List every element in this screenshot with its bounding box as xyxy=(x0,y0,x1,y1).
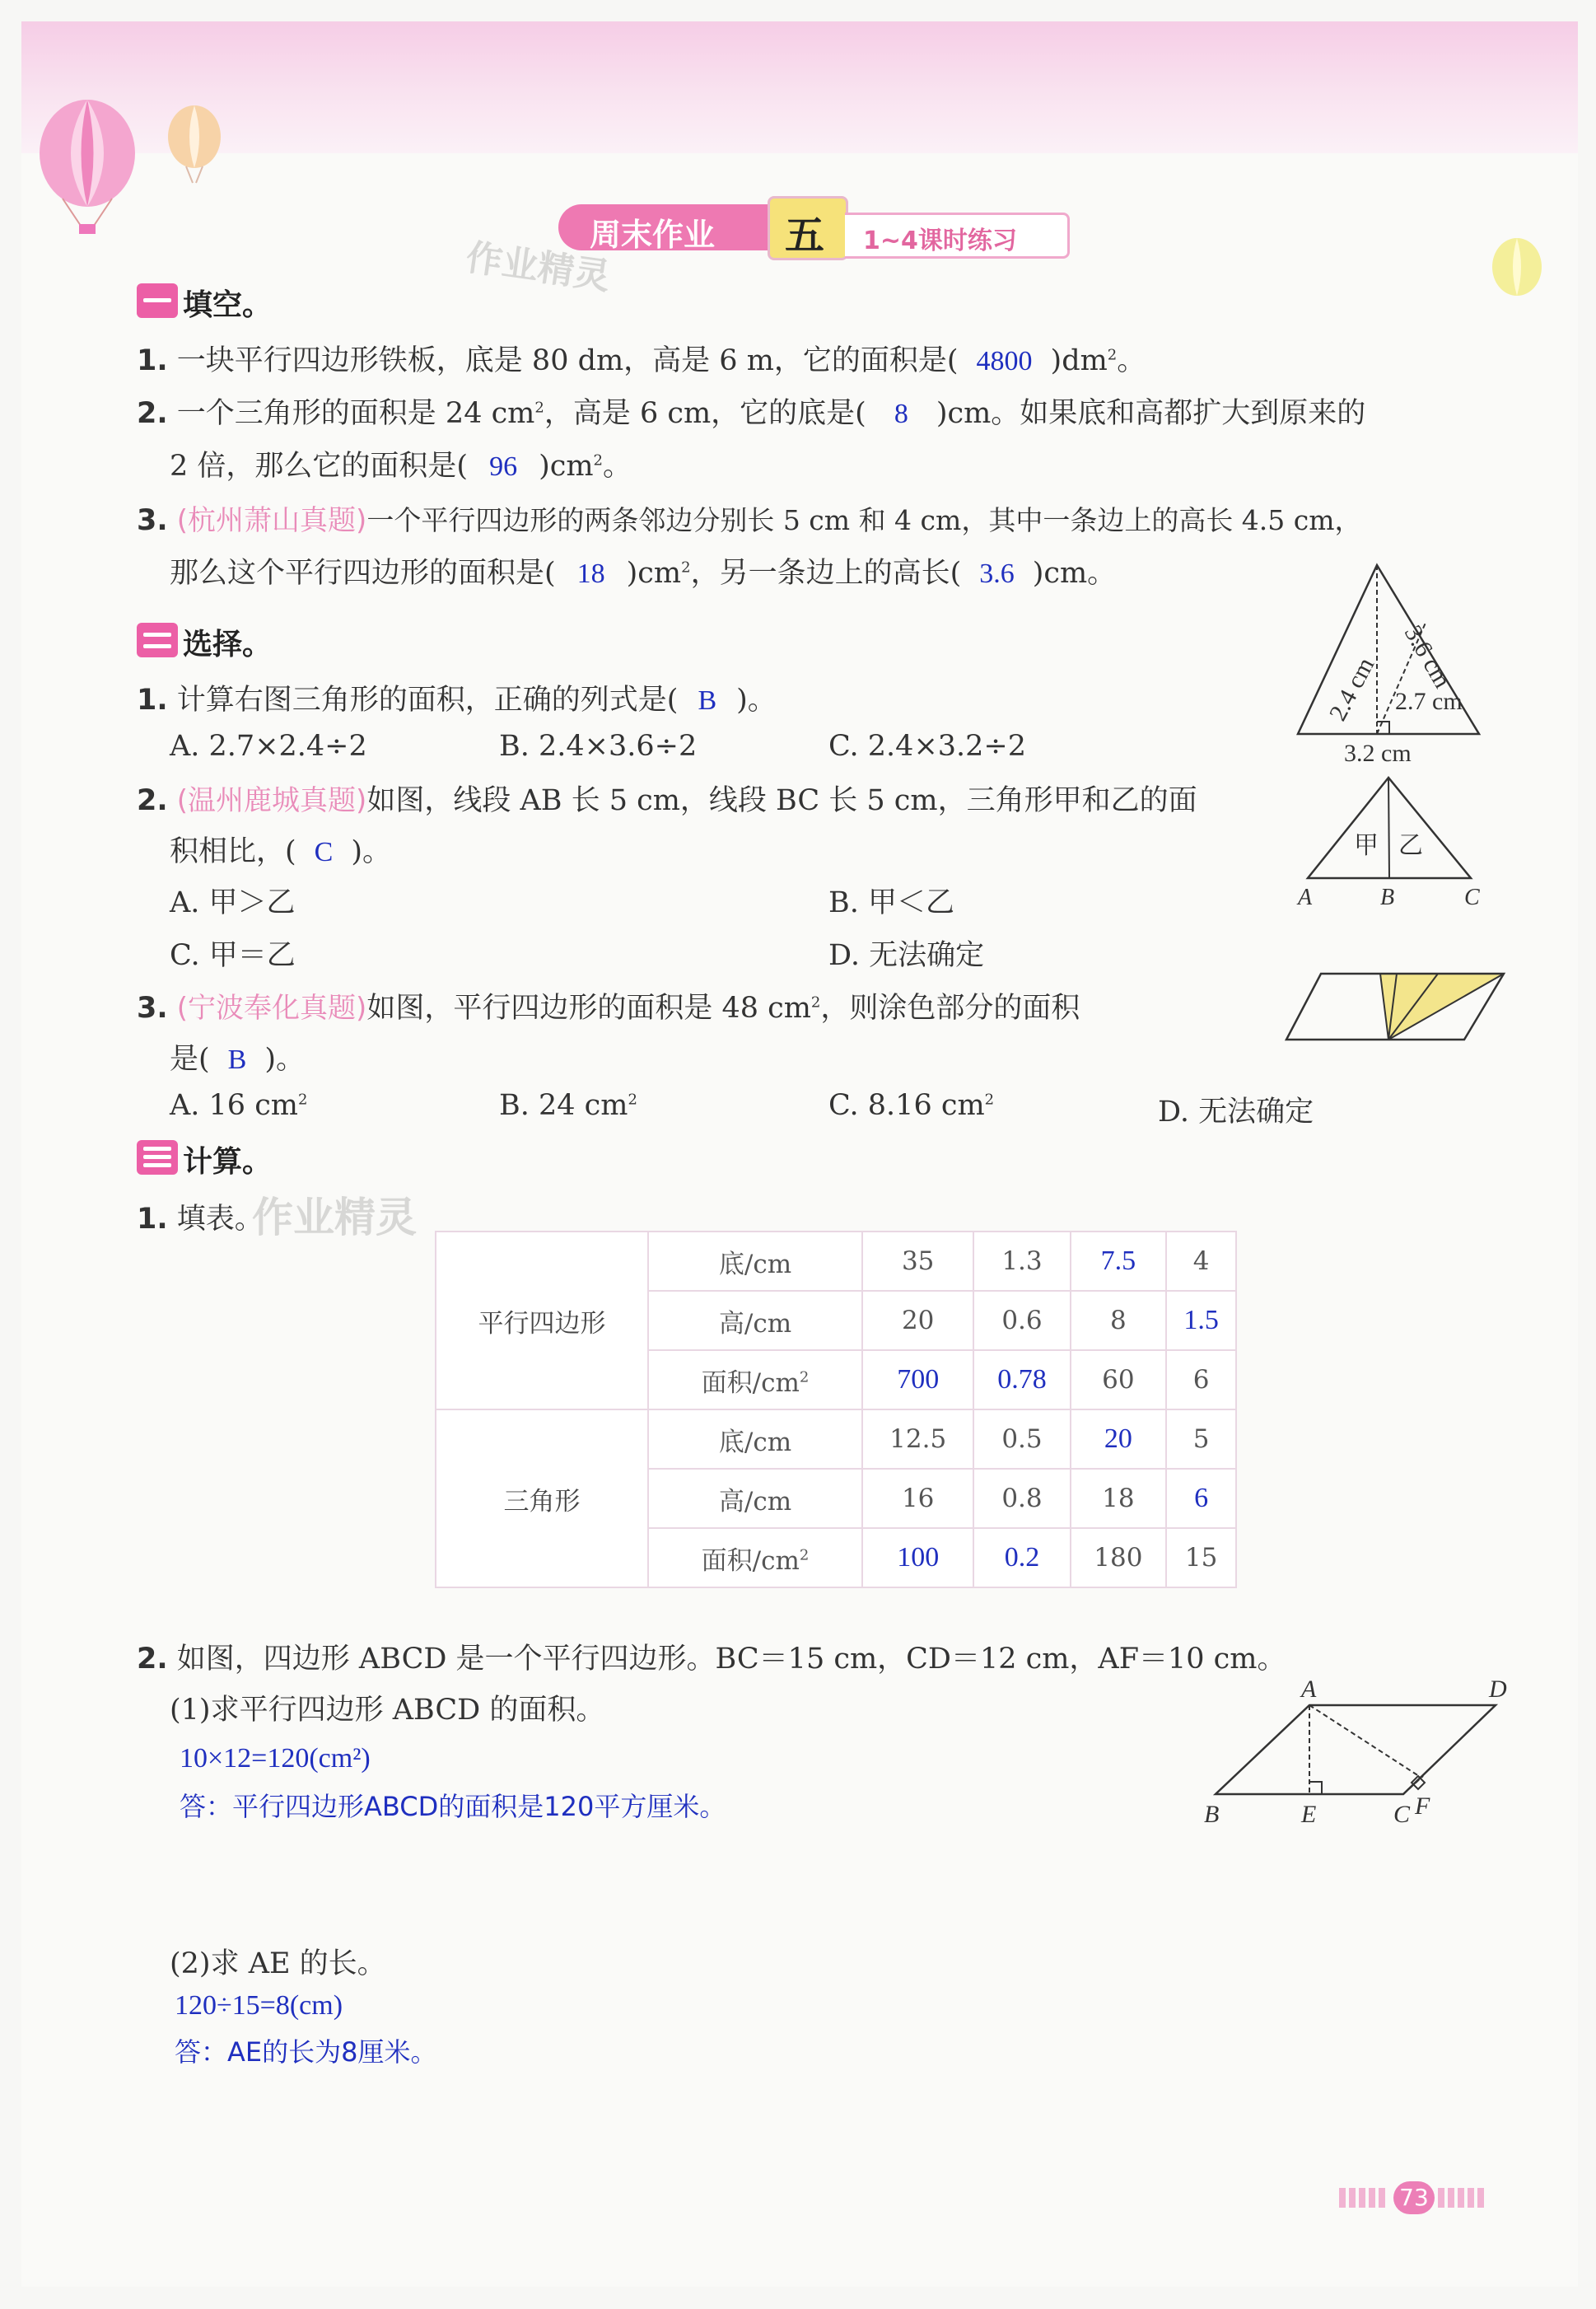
svg-text:F: F xyxy=(1415,1793,1430,1820)
fill-question-2-line1: 2. 一个三角形的面积是 24 $cm^2$，高是 6 cm，它的底是( 8 )cm。如果底和高都扩大到原来的 xyxy=(137,397,1366,430)
label-2-4: 2.4 cm xyxy=(1323,652,1380,726)
label-3-2: 3.2 cm xyxy=(1344,740,1412,767)
section-compute-title: 计算。 xyxy=(183,1145,273,1179)
fill-question-3-line1: 3. (杭州萧山真题)一个平行四边形的两条邻边分别长 5 cm 和 4 cm，其中一条边上的高长 4.5 cm， xyxy=(137,504,1362,537)
svg-text:E: E xyxy=(1301,1801,1317,1828)
choose-1-option-a: A. 2.7×2.4÷2 xyxy=(170,730,367,763)
svg-text:A: A xyxy=(1301,1677,1317,1703)
parallelogram-abcd-figure xyxy=(1199,1677,1528,1842)
page-title: 周末作业 xyxy=(590,217,716,253)
group-triangle: 三角形 xyxy=(436,1409,648,1587)
triangle-figure xyxy=(1290,549,1537,779)
part2-prompt: (2)求 AE 的长。 xyxy=(170,1947,386,1980)
choose-3-option-a: A. 16 $cm^2$ xyxy=(170,1089,308,1122)
choose-2-option-c: C. 甲＝乙 xyxy=(170,939,296,972)
table-answer-cell: 100 xyxy=(862,1528,973,1587)
choose-answer-2: C xyxy=(314,837,334,867)
choose-2-option-a: A. 甲＞乙 xyxy=(170,886,296,919)
table-answer-cell: 6 xyxy=(1166,1469,1236,1528)
choose-question-2-line2: 积相比，( C )。 xyxy=(170,835,391,868)
page-number: 73 xyxy=(1393,2181,1435,2214)
source-tag: (温州鹿城真题) xyxy=(176,784,367,817)
svg-text:B: B xyxy=(1380,885,1395,910)
table-cell: 18 xyxy=(1071,1469,1167,1528)
label-jia: 甲 xyxy=(1354,831,1379,860)
fill-question-2-line2: 2 倍，那么它的面积是( 96 )$cm^2$。 xyxy=(170,450,632,483)
part1-work: 10×12=120(cm²) xyxy=(180,1743,371,1774)
table-answer-cell: 0.78 xyxy=(973,1350,1070,1409)
label-3-6: 3.6 cm xyxy=(1398,620,1457,693)
svg-text:B: B xyxy=(1204,1801,1220,1828)
fill-question-1: 1. 一块平行四边形铁板，底是 80 dm，高是 6 m，它的面积是( 4800 )$dm^2$。 xyxy=(137,344,1146,377)
table-cell: 180 xyxy=(1071,1528,1167,1587)
jia-yi-triangle-figure xyxy=(1290,763,1537,911)
choose-2-option-b: B. 甲＜乙 xyxy=(828,886,954,919)
source-tag: (杭州萧山真题) xyxy=(176,504,367,537)
section-one-badge xyxy=(137,283,178,318)
fill-answer-2a: 8 xyxy=(894,399,908,429)
fill-answer-2b: 96 xyxy=(489,451,518,482)
subtitle: 1~4课时练习 xyxy=(863,227,1017,255)
svg-text:C: C xyxy=(1393,1801,1411,1828)
number-badge xyxy=(768,196,848,260)
fill-answer-3a: 18 xyxy=(576,559,605,589)
table-answer-cell: 7.5 xyxy=(1071,1232,1167,1291)
table-cell: 12.5 xyxy=(862,1409,973,1469)
fill-answer-3b: 3.6 xyxy=(979,559,1015,589)
table-cell: 4 xyxy=(1166,1232,1236,1291)
label-2-7: 2.7 cm xyxy=(1395,688,1463,715)
part1-answer: 答：平行四边形ABCD的面积是120平方厘米。 xyxy=(180,1791,726,1822)
table-cell: 35 xyxy=(862,1232,973,1291)
header-band xyxy=(21,21,1578,153)
section-three-badge xyxy=(137,1140,178,1175)
choose-1-option-c: C. 2.4×3.2÷2 xyxy=(828,730,1027,763)
choose-2-option-d: D. 无法确定 xyxy=(828,939,985,972)
choose-question-3-line1: 3. (宁波奉化真题)如图，平行四边形的面积是 48 $cm^2$，则涂色部分的面积 xyxy=(137,992,1080,1025)
table-answer-cell: 1.5 xyxy=(1166,1291,1236,1350)
part2-answer: 答：AE的长为8厘米。 xyxy=(175,2036,437,2068)
subtitle-box xyxy=(845,213,1070,259)
watermark-top: 作业精灵 xyxy=(463,236,614,298)
table-cell: 0.5 xyxy=(973,1409,1070,1469)
table-cell: 8 xyxy=(1071,1291,1167,1350)
choose-answer-3: B xyxy=(227,1045,247,1075)
fill-question-3-line2: 那么这个平行四边形的面积是( 18 )$cm^2$，另一条边上的高长( 3.6 )cm。 xyxy=(170,557,1117,590)
section-fill-title: 填空。 xyxy=(183,288,273,322)
source-tag: (宁波奉化真题) xyxy=(176,992,367,1025)
compute-question-2: 2. 如图，四边形 ABCD 是一个平行四边形。BC＝15 cm，CD＝12 cm，AF＝10 cm。 xyxy=(137,1643,1286,1676)
choose-answer-1: B xyxy=(698,685,717,716)
choose-1-option-b: B. 2.4×3.6÷2 xyxy=(499,730,698,763)
choose-3-option-d: D. 无法确定 xyxy=(1158,1096,1314,1129)
label-yi: 乙 xyxy=(1398,831,1423,860)
table-cell: 0.8 xyxy=(973,1469,1070,1528)
table-cell: 15 xyxy=(1166,1528,1236,1587)
svg-text:D: D xyxy=(1489,1677,1507,1703)
table-cell: 0.6 xyxy=(973,1291,1070,1350)
svg-text:A: A xyxy=(1298,885,1313,910)
svg-text:C: C xyxy=(1464,885,1480,910)
yellow-balloon-icon xyxy=(1487,236,1553,318)
choose-question-2-line1: 2. (温州鹿城真题)如图，线段 AB 长 5 cm，线段 BC 长 5 cm，三角形甲和乙的面 xyxy=(137,784,1197,817)
watermark-mid: 作业精灵 xyxy=(252,1194,417,1241)
table-answer-cell: 700 xyxy=(862,1350,973,1409)
choose-3-option-c: C. 8.16 $cm^2$ xyxy=(828,1089,995,1122)
fill-answer-1: 4800 xyxy=(976,346,1033,376)
worksheet-page xyxy=(21,21,1578,2287)
table-cell: 60 xyxy=(1071,1350,1167,1409)
table-cell: 5 xyxy=(1166,1409,1236,1469)
fill-table: 平行四边形 底/cm 35 1.3 7.5 4 高/cm 20 0.6 8 1.5 面积$/cm^2$ 700 0.78 60 6 三角形 底/cm 12.5 0.5 20 5 高/cm 16 0.8 18 6 面积$/cm^2$ 100 0.2 180 15 xyxy=(435,1231,1237,1588)
compute-question-1: 1. 填表。 xyxy=(137,1203,264,1236)
part1-prompt: (1)求平行四边形 ABCD 的面积。 xyxy=(170,1694,605,1727)
page-footer xyxy=(1339,2181,1487,2214)
choose-question-3-line2: 是( B )。 xyxy=(170,1043,305,1076)
group-parallelogram: 平行四边形 xyxy=(436,1232,648,1409)
table-answer-cell: 0.2 xyxy=(973,1528,1070,1587)
table-cell: 16 xyxy=(862,1469,973,1528)
section-choose-title: 选择。 xyxy=(183,628,273,661)
set-number: 五 xyxy=(785,213,825,259)
balloon-icon xyxy=(30,96,153,252)
part2-work: 120÷15=8(cm) xyxy=(175,1990,343,2021)
choose-3-option-b: B. 24 $cm^2$ xyxy=(499,1089,637,1122)
shaded-parallelogram-figure xyxy=(1281,961,1512,1051)
table-cell: 1.3 xyxy=(973,1232,1070,1291)
table-answer-cell: 20 xyxy=(1071,1409,1167,1469)
table-cell: 20 xyxy=(862,1291,973,1350)
section-two-badge xyxy=(137,623,178,657)
choose-question-1: 1. 计算右图三角形的面积，正确的列式是( B )。 xyxy=(137,684,777,717)
small-balloon-icon xyxy=(161,104,236,203)
table-cell: 6 xyxy=(1166,1350,1236,1409)
title-banner xyxy=(558,204,789,253)
